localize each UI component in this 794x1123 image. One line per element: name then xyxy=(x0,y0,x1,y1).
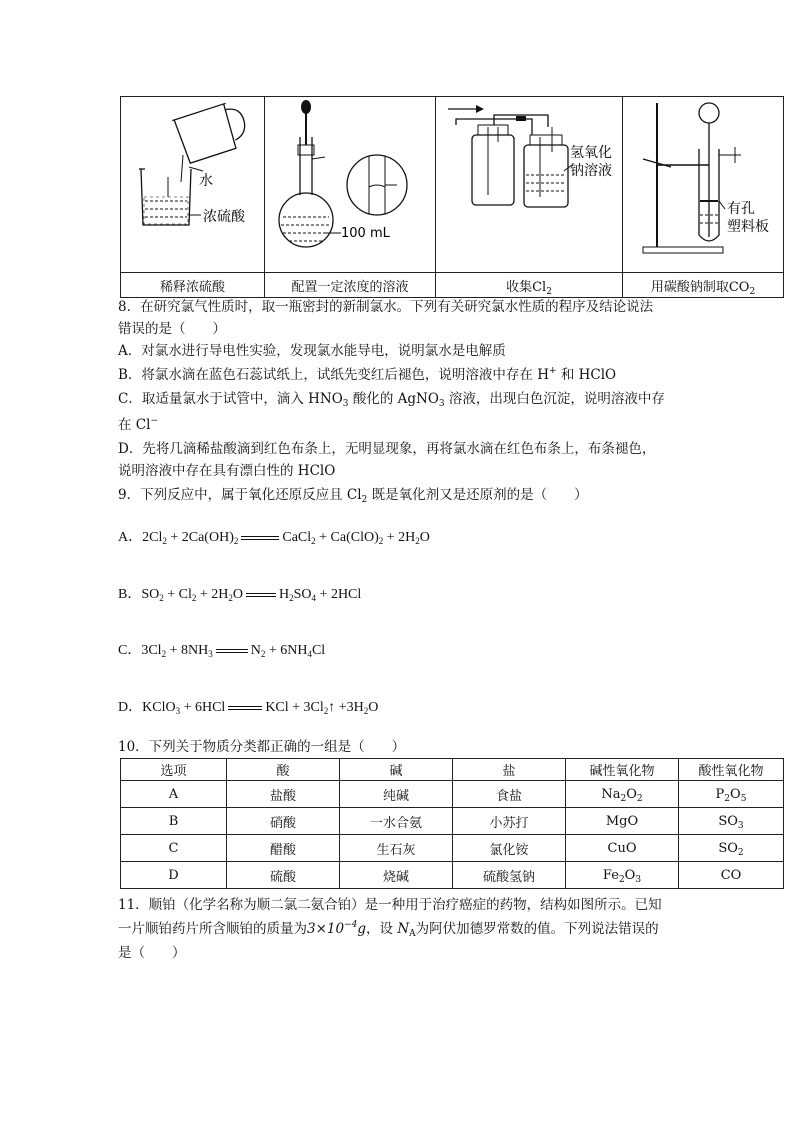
q8-option-c: C．取适量氯水于试管中，滴入 $HNO_3$ 酸化的 AgNO$_3$ 溶液，出现白色沉淀，说明溶液中存 xyxy=(118,391,665,409)
naoh-label-1: 氢氧化 xyxy=(570,145,612,161)
cell-basic-oxide: MgO xyxy=(566,808,679,835)
q11-stem-2: 一片顺铂药片所含顺铂的质量为$3\times 10^{-4}g$，设 $N_A$为阿伏加德罗常数的值。下列说法错误的 xyxy=(118,920,659,939)
q11-stem-2b: ，设 xyxy=(366,921,394,937)
q9-c-label: C． xyxy=(118,643,142,658)
apparatus-co2 xyxy=(623,97,784,273)
cell-base: 烧碱 xyxy=(340,862,453,889)
table-row xyxy=(121,781,784,808)
gas-collection-diagram xyxy=(436,97,622,268)
cell-salt: 小苏打 xyxy=(453,808,566,835)
cell-salt: 硫酸氢钠 xyxy=(453,862,566,889)
q8-stem-2: 错误的是（ ） xyxy=(118,321,226,337)
q8-option-b: B．将氯水滴在蓝色石蕊试纸上，试纸先变红后褪色，说明溶液中存在 H+ 和 HClO xyxy=(118,366,617,383)
cell-acid-oxide: CO xyxy=(679,862,784,889)
cell-acid-oxide: $SO_3$ xyxy=(679,808,784,835)
caption-co2-text: 用碳酸钠制取CO xyxy=(650,279,750,295)
header-basic-oxide: 碱性氧化物 xyxy=(566,759,679,781)
q9-d-label: D． xyxy=(118,700,143,715)
table-row xyxy=(121,808,784,835)
water-label: 水 xyxy=(199,173,213,189)
caption-collect-text: 收集Cl xyxy=(506,279,547,295)
q8-c-text-3: 溶液，出现白色沉淀，说明溶液中存 xyxy=(448,391,665,407)
caption-solution: 配置一定浓度的溶液 xyxy=(265,273,436,298)
cell-basic-oxide: CuO xyxy=(566,835,679,862)
plate-label-1: 有孔 xyxy=(727,201,755,217)
q8-stem-1: 8．在研究氯气性质时，取一瓶密封的新制氯水。下列有关研究氯水性质的程序及结论说法 xyxy=(118,299,654,315)
q9-stem: 9．下列反应中，属于氧化还原反应且 $Cl_2$ 既是氧化剂又是还原剂的是（ ） xyxy=(118,487,588,505)
cell-option: B xyxy=(121,808,227,835)
cell-base: 一水合氨 xyxy=(340,808,453,835)
q11-stem-1: 11．顺铂（化学名称为顺二氯二氨合铂）是一种用于治疗癌症的药物，结构如图所示。已知 xyxy=(118,897,662,913)
table-row xyxy=(121,835,784,862)
apparatus-table xyxy=(120,96,784,298)
caption-collect-cl2: 收集$Cl_2$ xyxy=(436,273,623,298)
q8-b-text-2: 和 HClO xyxy=(560,367,617,383)
caption-co2: 用碳酸钠制取$CO_2$ xyxy=(623,273,784,298)
q9-stem-1: 9．下列反应中，属于氧化还原反应且 xyxy=(118,487,343,503)
header-acid-oxide: 酸性氧化物 xyxy=(679,759,784,781)
q8-c-text-2: 酸化的 xyxy=(352,391,394,407)
plate-label-2: 塑料板 xyxy=(727,219,769,235)
classification-table xyxy=(120,758,784,889)
caption-dilute: 稀释浓硫酸 xyxy=(121,273,265,298)
cell-acid: 醋酸 xyxy=(227,835,340,862)
cell-option: D xyxy=(121,862,227,889)
cell-basic-oxide: $Fe_2O_3$ xyxy=(566,862,679,889)
cell-salt: 氯化铵 xyxy=(453,835,566,862)
q10-stem: 10．下列关于物质分类都正确的一组是（ ） xyxy=(118,739,406,755)
q8-c-text-1: C．取适量氯水于试管中，滴入 xyxy=(118,391,304,407)
cell-basic-oxide: $Na_2O_2$ xyxy=(566,781,679,808)
cell-acid: 硫酸 xyxy=(227,862,340,889)
q11-stem-2a: 一片顺铂药片所含顺铂的质量为 xyxy=(118,921,307,937)
q9-b-label: B． xyxy=(118,587,142,602)
q9-stem-2: 既是氧化剂又是还原剂的是（ ） xyxy=(371,487,588,503)
naoh-label-2: 钠溶液 xyxy=(570,163,612,179)
header-option: 选项 xyxy=(121,759,227,781)
apparatus-volumetric-flask xyxy=(265,97,436,273)
cell-acid: 硝酸 xyxy=(227,808,340,835)
cell-acid-oxide: $SO_2$ xyxy=(679,835,784,862)
q11-stem-2c: 为阿伏加德罗常数的值。下列说法错误的 xyxy=(415,921,659,937)
q8-c-text-4: 在 xyxy=(118,417,132,433)
q8-b-text-1: B．将氯水滴在蓝色石蕊试纸上，试纸先变红后褪色，说明溶液中存在 xyxy=(118,367,533,383)
q9-option-d: D．KClO$_3$ + 6HCl KCl + $3Cl_2↑ +3H_2O$ xyxy=(118,700,379,716)
q9-option-a: A．$2Cl_2 + 2Ca(OH)_2$ CaCl$_2$ + $Ca(ClO)_2 + 2H_2O$ xyxy=(118,530,430,546)
co2-apparatus-diagram xyxy=(623,97,783,268)
cell-acid-oxide: $P_2O_5$ xyxy=(679,781,784,808)
volume-label: 100 mL xyxy=(341,226,390,241)
q9-a-label: A． xyxy=(118,530,143,545)
cell-acid: 盐酸 xyxy=(227,781,340,808)
cell-option: C xyxy=(121,835,227,862)
q11-stem-3: 是（ ） xyxy=(118,945,186,961)
q9-option-c: C．$3Cl_2 + 8NH_3$ $N_2 + 6NH_4Cl$ xyxy=(118,643,326,659)
cell-salt: 食盐 xyxy=(453,781,566,808)
header-salt: 盐 xyxy=(453,759,566,781)
q8-option-c-cont: 在 Cl− xyxy=(118,416,158,433)
apparatus-dilute-acid xyxy=(121,97,265,273)
volumetric-flask-diagram xyxy=(265,97,435,268)
conc-acid-label: 浓硫酸 xyxy=(203,209,245,225)
header-acid: 酸 xyxy=(227,759,340,781)
apparatus-collect-cl2 xyxy=(436,97,623,273)
q9-option-b: B．$SO_2 + Cl_2 + 2H_2O$ $H_2SO_4 + 2HCl$ xyxy=(118,587,362,603)
q8-option-d-1: D．先将几滴稀盐酸滴到红色布条上，无明显现象，再将氯水滴在红色布条上，布条褪色， xyxy=(118,441,656,457)
table-row xyxy=(121,862,784,889)
cell-option: A xyxy=(121,781,227,808)
q8-option-a: A．对氯水进行导电性实验，发现氯水能导电，说明氯水是电解质 xyxy=(118,343,506,359)
dilution-diagram xyxy=(121,97,264,268)
cell-base: 纯碱 xyxy=(340,781,453,808)
header-base: 碱 xyxy=(340,759,453,781)
q8-option-d-2: 说明溶液中存在具有漂白性的 HClO xyxy=(118,463,336,479)
cell-base: 生石灰 xyxy=(340,835,453,862)
